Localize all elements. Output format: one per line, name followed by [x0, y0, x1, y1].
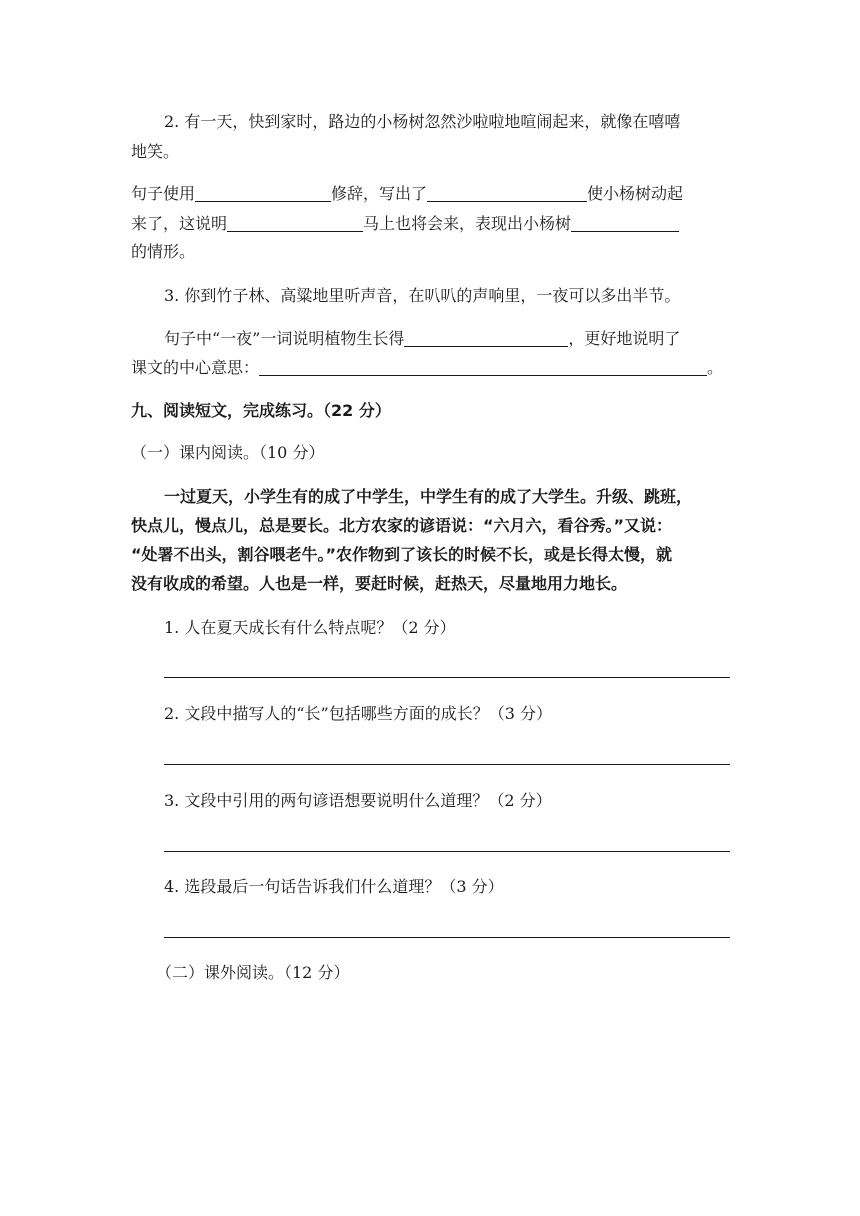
q3-fill-text-b: ，更好地说明了 [568, 329, 681, 348]
q3-fill-text-c: 课文的中心意思： [131, 358, 260, 377]
answer-line-1[interactable] [164, 677, 730, 678]
q3-blank-growth[interactable] [404, 330, 568, 347]
q3-fill-line1 [164, 329, 680, 349]
q2-sentence-line2: 地笑。 [131, 142, 180, 161]
q2-fill-line2 [131, 214, 679, 234]
q2-fill-text-e: 马上也将会来，表现出小杨树 [363, 214, 572, 233]
q2-blank-tree-state[interactable] [571, 215, 679, 232]
q2-fill-text-c: 使小杨树动起 [587, 184, 684, 203]
q2-blank-rhetoric[interactable] [195, 185, 331, 202]
q3-blank-central-idea[interactable] [259, 359, 707, 376]
q3-sentence: 3. 你到竹子林、高粱地里听声音，在叭叭的声响里，一夜可以多出半节。 [164, 286, 681, 305]
answer-line-3[interactable] [164, 851, 730, 852]
passage-line-2: 快点儿，慢点儿，总是要长。北方农家的谚语说：“六月六，看谷秀。”又说： [131, 516, 673, 535]
section9-title: 九、阅读短文，完成练习。（22 分） [131, 401, 391, 420]
part2-title: （二）课外阅读。（12 分） [156, 963, 350, 982]
question-2: 2. 文段中描写人的“长”包括哪些方面的成长？（3 分） [164, 704, 552, 723]
question-3: 3. 文段中引用的两句谚语想要说明什么道理？（2 分） [164, 791, 552, 810]
q2-blank-what-comes[interactable] [227, 215, 363, 232]
part1-title: （一）课内阅读。（10 分） [131, 443, 325, 462]
passage-line-1: 一过夏天，小学生有的成了中学生，中学生有的成了大学生。升级、跳班， [164, 487, 693, 506]
question-1: 1. 人在夏天成长有什么特点呢？（2 分） [164, 618, 456, 637]
q2-sentence-line1: 2. 有一天，快到家时，路边的小杨树忽然沙啦啦地喧闹起来，就像在嘻嘻 [164, 112, 681, 131]
q2-blank-agent[interactable] [427, 185, 587, 202]
q2-fill-line1 [131, 184, 683, 204]
q2-fill-text-a: 句子使用 [131, 184, 196, 203]
q3-fill-line2 [131, 358, 723, 378]
passage-line-4: 没有收成的希望。人也是一样，要赶时候，赶热天，尽量地用力地长。 [131, 574, 628, 593]
q2-fill-text-d: 来了，这说明 [131, 214, 228, 233]
answer-line-4[interactable] [164, 937, 730, 938]
q2-fill-text-b: 修辞，写出了 [331, 184, 428, 203]
q2-fill-line3: 的情形。 [131, 242, 196, 261]
question-4: 4. 选段最后一句话告诉我们什么道理？（3 分） [164, 877, 504, 896]
q3-fill-text-d: 。 [707, 358, 724, 377]
passage-line-3: “处署不出头，割谷喂老牛。”农作物到了该长的时候不长，或是长得太慢，就 [131, 545, 673, 564]
answer-line-2[interactable] [164, 764, 730, 765]
q3-fill-text-a: 句子中“一夜”一词说明植物生长得 [164, 329, 405, 348]
